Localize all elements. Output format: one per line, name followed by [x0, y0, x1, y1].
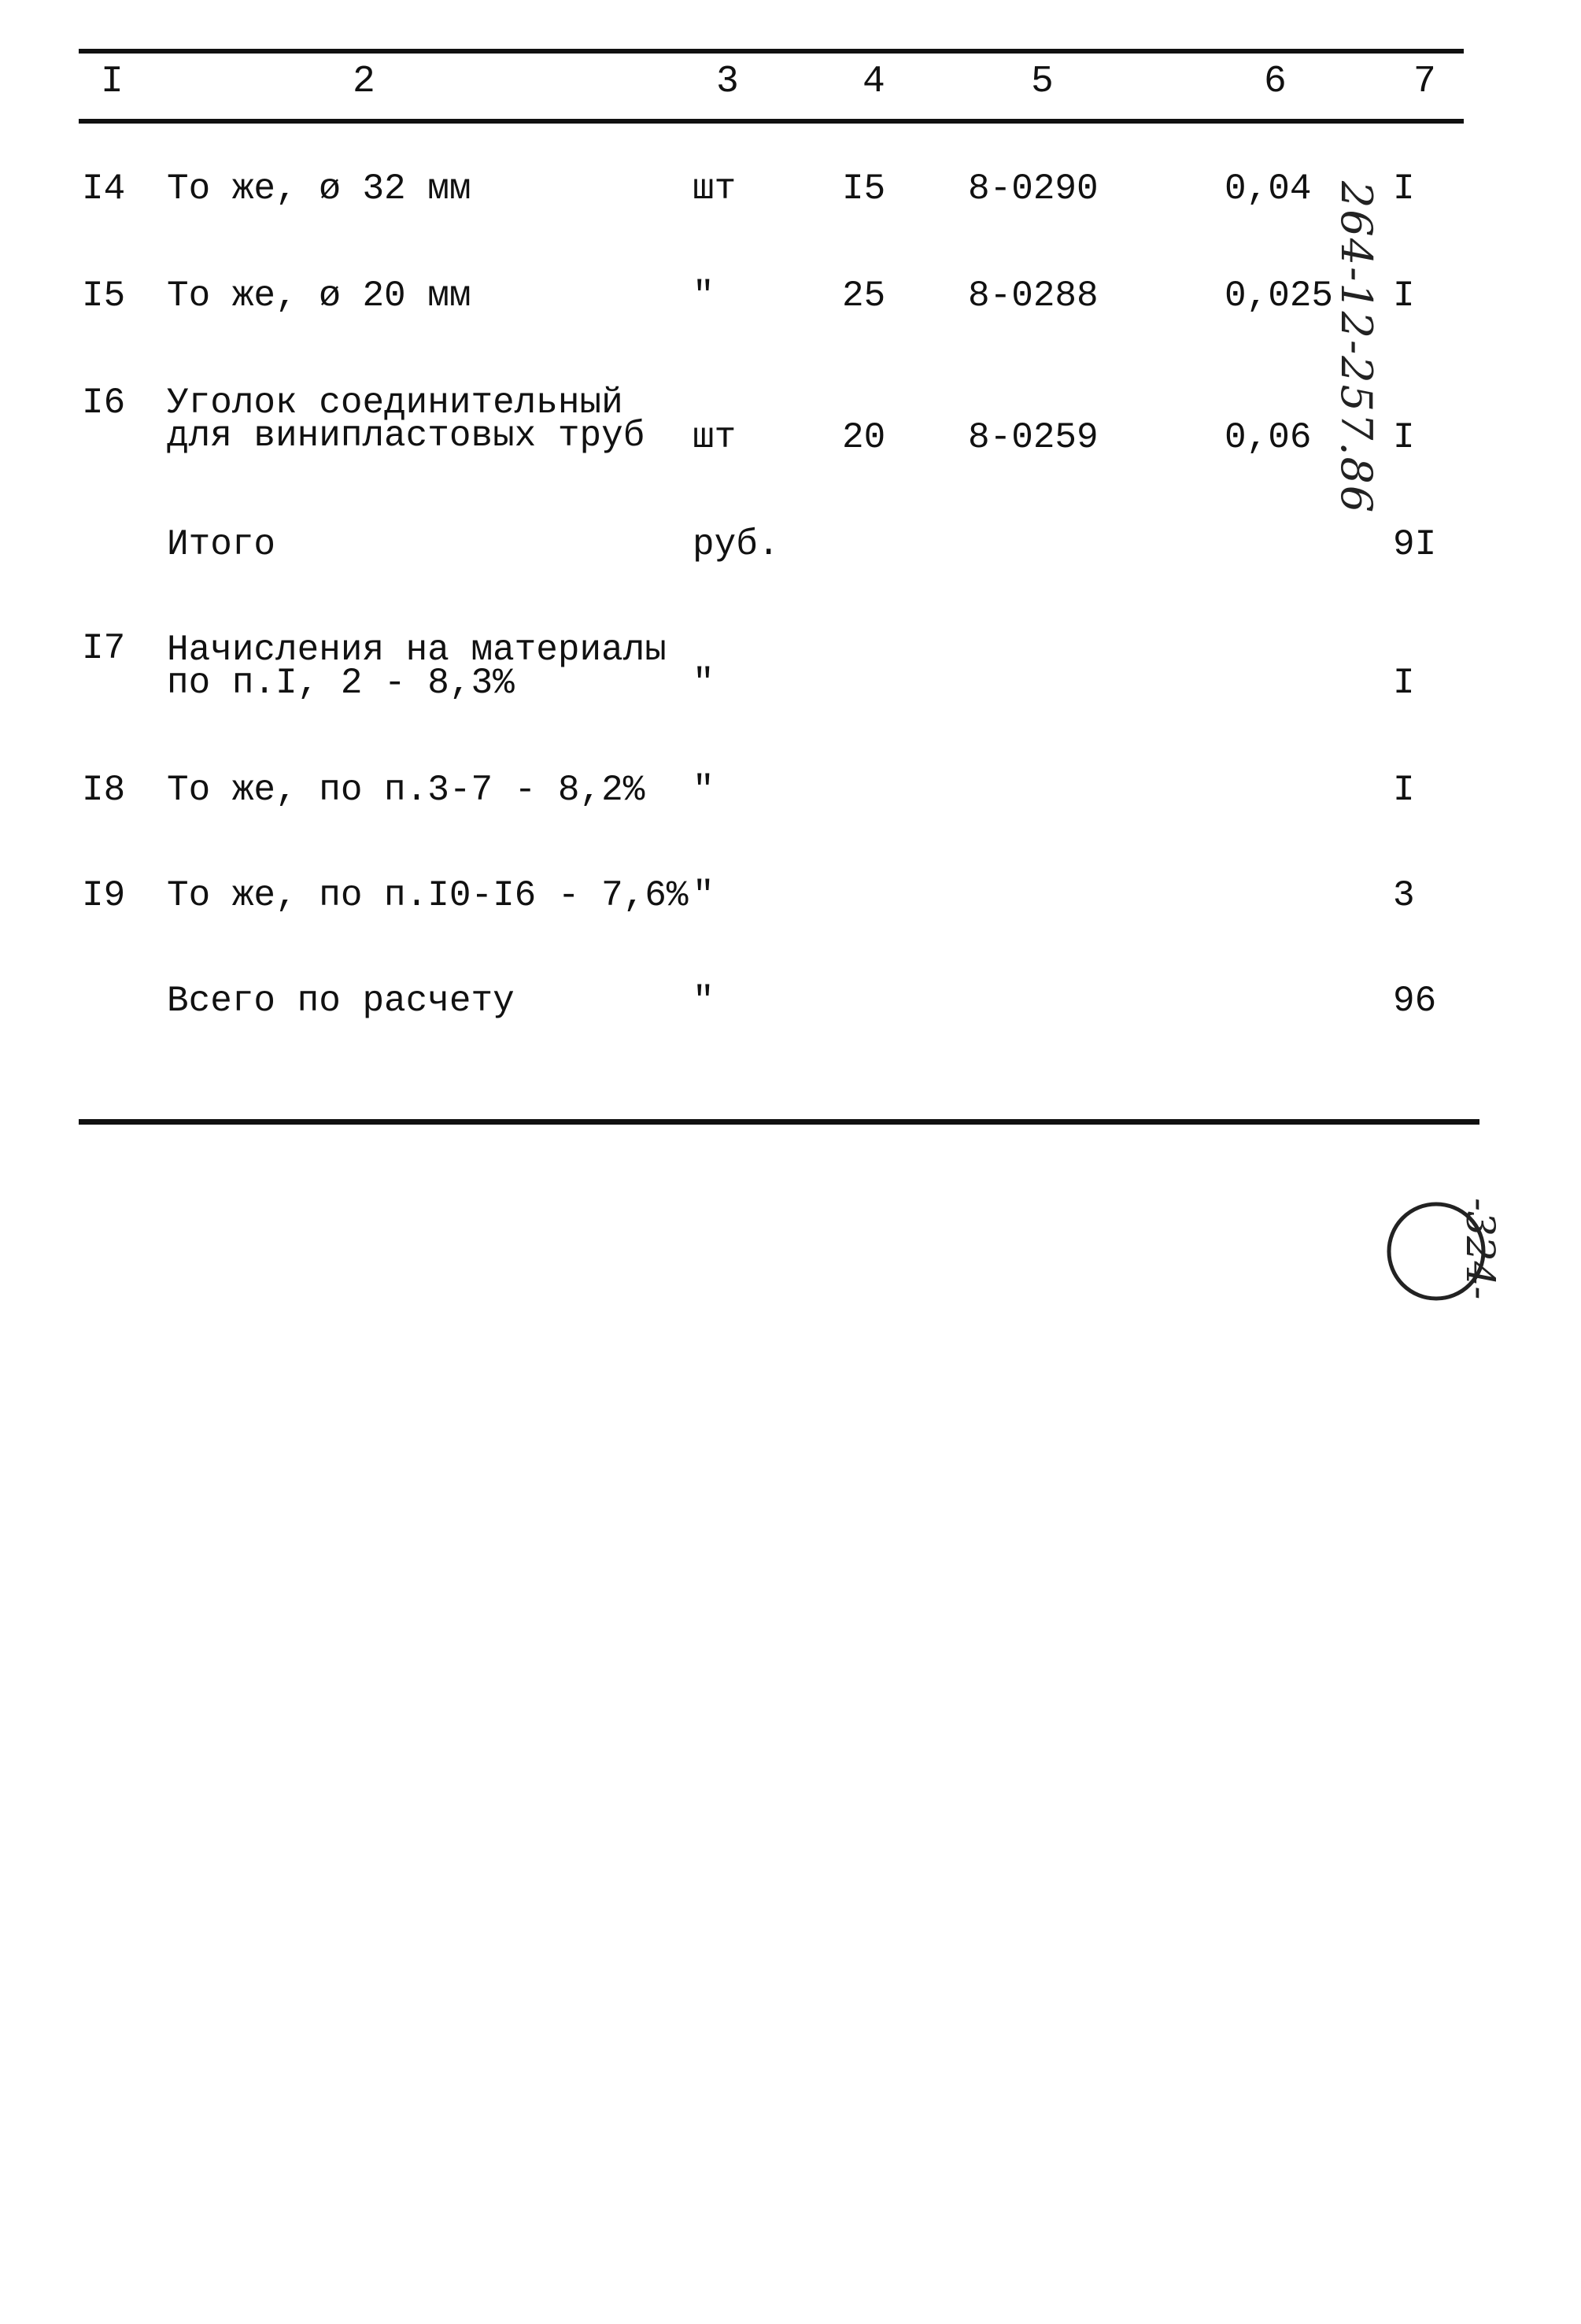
table-top-rule — [79, 49, 1464, 54]
row-unit: " — [693, 275, 715, 316]
subtotal-unit: руб. — [693, 524, 780, 565]
table-bottom-rule — [79, 1119, 1479, 1125]
grand-total-value: 96 — [1393, 981, 1437, 1022]
row-code: 8-0290 — [968, 168, 1099, 209]
row-name-line-1: Начисления на материалы — [167, 630, 667, 671]
table-header-rule — [79, 119, 1464, 124]
row-name: То же, по п.I0-I6 - 7,6% — [167, 875, 689, 916]
row-price: 0,04 — [1225, 168, 1312, 209]
row-code: 8-0259 — [968, 417, 1099, 458]
row-unit: " — [693, 663, 715, 704]
row-name: То же, ø 32 мм — [167, 168, 471, 209]
header-col-1: I — [101, 61, 124, 103]
row-number: I4 — [82, 168, 126, 209]
row-number: I9 — [82, 875, 126, 916]
header-col-5: 5 — [1031, 61, 1054, 103]
row-name-line-2: по п.I, 2 - 8,3% — [167, 663, 515, 704]
row-name-line-2: для винипластовых труб — [167, 416, 645, 456]
row-unit: " — [693, 875, 715, 916]
header-col-3: 3 — [716, 61, 739, 103]
page-stamp-number: -324- — [1457, 1198, 1503, 1300]
row-number: I8 — [82, 770, 126, 811]
row-name: То же, по п.3-7 - 8,2% — [167, 770, 645, 811]
row-total: I — [1393, 168, 1415, 209]
row-total: I — [1393, 770, 1415, 811]
row-code: 8-0288 — [968, 275, 1099, 316]
row-name: То же, ø 20 мм — [167, 275, 471, 316]
row-unit: шт — [693, 417, 737, 458]
grand-total-label: Всего по расчету — [167, 981, 515, 1022]
row-total: I — [1393, 275, 1415, 316]
header-col-7: 7 — [1413, 61, 1436, 103]
header-col-4: 4 — [863, 61, 885, 103]
row-quantity: 25 — [842, 275, 886, 316]
row-total: 3 — [1393, 875, 1415, 916]
subtotal-label: Итого — [167, 524, 276, 565]
row-name-line-1: Уголок соединительный — [167, 382, 623, 423]
grand-total-unit: " — [693, 981, 715, 1022]
row-unit: " — [693, 770, 715, 811]
header-col-2: 2 — [353, 61, 375, 103]
header-col-6: 6 — [1264, 61, 1287, 103]
row-number: I5 — [82, 275, 126, 316]
row-quantity: 20 — [842, 417, 886, 458]
handwritten-margin-note: 264-12-257.86 — [1332, 181, 1381, 515]
row-price: 0,025 — [1225, 275, 1334, 316]
row-number: I7 — [82, 628, 126, 669]
row-number: I6 — [82, 382, 126, 423]
row-quantity: I5 — [842, 168, 886, 209]
row-price: 0,06 — [1225, 417, 1312, 458]
row-total: I — [1393, 663, 1415, 704]
subtotal-value: 9I — [1393, 524, 1437, 565]
row-unit: шт — [693, 168, 737, 209]
row-total: I — [1393, 417, 1415, 458]
